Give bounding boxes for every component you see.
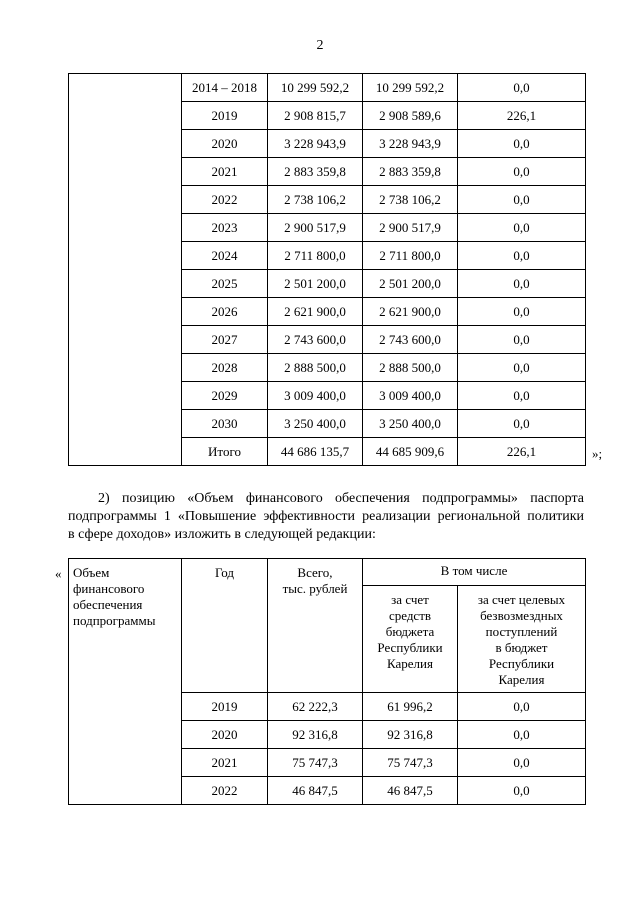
cell-budget: 3 009 400,0 — [363, 382, 458, 410]
cell-total: 2 883 359,8 — [268, 158, 363, 186]
cell-total: 3 250 400,0 — [268, 410, 363, 438]
header-line: поступлений — [485, 624, 558, 639]
cell-budget: 2 711 800,0 — [363, 242, 458, 270]
cell-year: 2019 — [182, 102, 268, 130]
label-line: обеспечения — [73, 597, 143, 612]
cell-total: 3 228 943,9 — [268, 130, 363, 158]
cell-other: 0,0 — [458, 749, 586, 777]
cell-total: 44 686 135,7 — [268, 438, 363, 466]
cell-budget: 61 996,2 — [363, 693, 458, 721]
cell-budget: 44 685 909,6 — [363, 438, 458, 466]
cell-year: 2022 — [182, 186, 268, 214]
closing-quote: »; — [592, 446, 603, 461]
paragraph-line: в сфере доходов» изложить в следующей редакции: — [68, 527, 376, 542]
cell-total: 92 316,8 — [268, 721, 363, 749]
header-line: за счет целевых — [477, 592, 566, 607]
header-line: в бюджет — [495, 640, 548, 655]
cell-other: 226,1 — [458, 438, 586, 466]
cell-budget: 2 908 589,6 — [363, 102, 458, 130]
funding-table-continued — [68, 73, 586, 466]
cell-other: 0,0 — [458, 382, 586, 410]
cell-total: 2 900 517,9 — [268, 214, 363, 242]
cell-budget: 75 747,3 — [363, 749, 458, 777]
cell-year: 2027 — [182, 326, 268, 354]
cell-budget: 2 738 106,2 — [363, 186, 458, 214]
cell-other: 0,0 — [458, 158, 586, 186]
cell-budget: 2 621 900,0 — [363, 298, 458, 326]
cell-other: 0,0 — [458, 693, 586, 721]
cell-other: 0,0 — [458, 270, 586, 298]
cell-year: 2030 — [182, 410, 268, 438]
cell-other: 0,0 — [458, 721, 586, 749]
cell-year: 2025 — [182, 270, 268, 298]
cell-other: 0,0 — [458, 354, 586, 382]
cell-year: 2020 — [182, 721, 268, 749]
cell-other: 0,0 — [458, 214, 586, 242]
cell-other: 0,0 — [458, 74, 586, 102]
cell-year: 2026 — [182, 298, 268, 326]
cell-year: Итого — [182, 438, 268, 466]
cell-budget: 3 228 943,9 — [363, 130, 458, 158]
cell-year: 2024 — [182, 242, 268, 270]
cell-budget: 2 883 359,8 — [363, 158, 458, 186]
cell-total: 2 888 500,0 — [268, 354, 363, 382]
cell-budget: 2 743 600,0 — [363, 326, 458, 354]
cell-year: 2020 — [182, 130, 268, 158]
cell-other: 0,0 — [458, 242, 586, 270]
header-line: за счет — [391, 592, 429, 607]
paragraph-line: подпрограммы 1 «Повышение эффективности реализации региональной политики — [68, 509, 584, 524]
column-header-including: В том числе — [363, 559, 586, 586]
cell-total: 2 621 900,0 — [268, 298, 363, 326]
cell-budget: 92 316,8 — [363, 721, 458, 749]
cell-year: 2021 — [182, 158, 268, 186]
header-line: тыс. рублей — [282, 581, 348, 596]
cell-total: 2 908 815,7 — [268, 102, 363, 130]
header-line: Всего, — [297, 565, 333, 580]
column-header-budget — [363, 586, 458, 693]
cell-other: 0,0 — [458, 130, 586, 158]
cell-year: 2023 — [182, 214, 268, 242]
cell-other: 0,0 — [458, 326, 586, 354]
label-line: подпрограммы — [73, 613, 156, 628]
label-line: финансового — [73, 581, 145, 596]
cell-budget: 2 888 500,0 — [363, 354, 458, 382]
cell-total: 2 501 200,0 — [268, 270, 363, 298]
cell-total: 2 738 106,2 — [268, 186, 363, 214]
cell-total: 10 299 592,2 — [268, 74, 363, 102]
cell-total: 2 711 800,0 — [268, 242, 363, 270]
amendment-paragraph — [68, 490, 584, 544]
cell-total: 2 743 600,0 — [268, 326, 363, 354]
cell-budget: 3 250 400,0 — [363, 410, 458, 438]
cell-year: 2021 — [182, 749, 268, 777]
opening-quote: « — [55, 566, 62, 581]
header-line: бюджета — [385, 624, 435, 639]
cell-other: 0,0 — [458, 410, 586, 438]
header-line: Республики — [377, 640, 443, 655]
cell-other: 0,0 — [458, 298, 586, 326]
cell-total: 75 747,3 — [268, 749, 363, 777]
subprogram-funding-table — [68, 558, 586, 805]
cell-year: 2022 — [182, 777, 268, 805]
cell-year: 2014 – 2018 — [182, 74, 268, 102]
cell-year: 2019 — [182, 693, 268, 721]
cell-total: 62 222,3 — [268, 693, 363, 721]
cell-budget: 2 501 200,0 — [363, 270, 458, 298]
table-row — [69, 74, 586, 102]
header-line: Республики — [488, 656, 555, 671]
empty-label-cell — [69, 74, 182, 466]
subprogram-funding-label — [69, 559, 182, 805]
cell-total: 46 847,5 — [268, 777, 363, 805]
cell-other: 0,0 — [458, 777, 586, 805]
header-line: средств — [388, 608, 432, 623]
cell-budget: 10 299 592,2 — [363, 74, 458, 102]
paragraph-line: 2) позицию «Объем финансового обеспечения подпрограммы» паспорта — [98, 491, 584, 506]
header-line: Карелия — [498, 672, 545, 687]
column-header-other — [458, 586, 586, 693]
cell-budget: 2 900 517,9 — [363, 214, 458, 242]
cell-budget: 46 847,5 — [363, 777, 458, 805]
label-line: Объем — [73, 565, 110, 580]
header-line: Карелия — [387, 656, 433, 671]
column-header-total — [268, 559, 363, 693]
cell-other: 0,0 — [458, 186, 586, 214]
cell-year: 2029 — [182, 382, 268, 410]
cell-year: 2028 — [182, 354, 268, 382]
column-header-year: Год — [182, 559, 268, 693]
cell-total: 3 009 400,0 — [268, 382, 363, 410]
cell-other: 226,1 — [458, 102, 586, 130]
page-number: 2 — [316, 38, 324, 53]
header-line: безвозмездных — [480, 608, 563, 623]
